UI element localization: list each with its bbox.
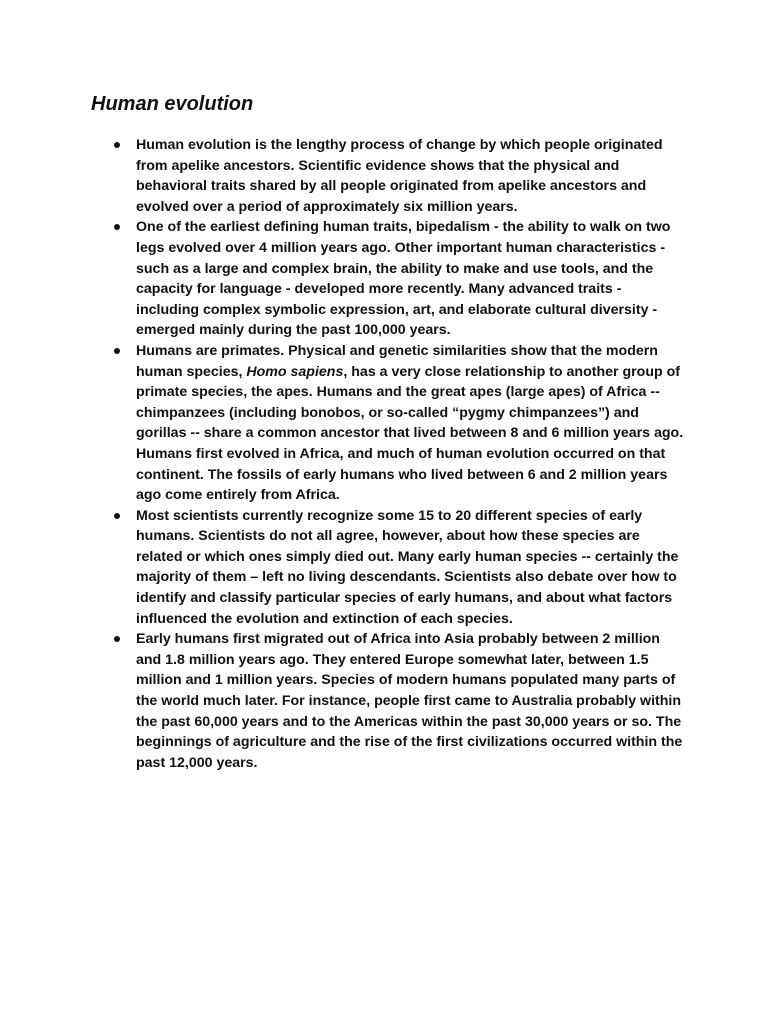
bullet-text: Most scientists currently recognize some 15 to 20 different species of early humans. Scientists do not all agree, however, about how these species are related or which ones simply died out. Many early human species -- certainly the majority of them – left no living descendants. Scientists also debate over how to identify and classify particular species of early humans, and about what factors influenced the evolution and extinction of each species. xyxy=(136,507,679,627)
bullet-item-2 xyxy=(136,217,684,341)
bullet-item-4 xyxy=(136,506,684,630)
bullet-list xyxy=(136,135,684,773)
bullet-text-before: Humans are primates. Physical and genetic similarities show that the modern human species, xyxy=(136,342,658,380)
bullet-icon xyxy=(114,636,120,642)
bullet-text: Early humans first migrated out of Africa into Asia probably between 2 million and 1.8 million years ago. They entered Europe somewhat later, between 1.5 million and 1 million years. Species of modern humans populated many parts of the world much later. For instance, people first came to Australia probably within the past 60,000 years and to the Americas within the past 30,000 years or so. The beginnings of agriculture and the rise of the first civilizations occurred within the past 12,000 years. xyxy=(136,631,683,771)
bullet-icon xyxy=(114,348,120,354)
bullet-icon xyxy=(114,513,120,519)
document-title: Human evolution xyxy=(91,93,254,115)
bullet-text: Human evolution is the lengthy process of change by which people originated from apelike ancestors. Scientific evidence shows that the physical and behavioral traits shared by all people originated from apelike ancestors and evolved over a period of approximately six million years. xyxy=(136,137,663,215)
bullet-icon xyxy=(114,224,120,230)
bullet-item-1 xyxy=(136,135,684,217)
bullet-text: One of the earliest defining human traits, bipedalism - the ability to walk on two legs evolved over 4 million years ago. Other important human characteristics - such as a large and complex brain, the ability to make and use tools, and the capacity for language - developed more recently. Many advanced traits - including complex symbolic expression, art, and elaborate cultural diversity - emerged mainly during the past 100,000 years. xyxy=(136,219,671,339)
species-name-italic: Homo sapiens xyxy=(246,363,344,380)
bullet-item-5 xyxy=(136,629,684,773)
bullet-item-3 xyxy=(136,341,684,506)
bullet-text-after: , has a very close relationship to another group of primate species, the apes. Humans and the great apes (large apes) of Africa -- chimpanzees (including bonobos, or so-called “pygmy chimpanzees”) and gorillas -- share a common ancestor that lived between 8 and 6 million years ago. Humans first evolved in Africa, and much of human evolution occurred on that continent. The fossils of early humans who lived between 6 and 2 million years ago come entirely from Africa. xyxy=(136,363,684,504)
bullet-icon xyxy=(114,142,120,148)
